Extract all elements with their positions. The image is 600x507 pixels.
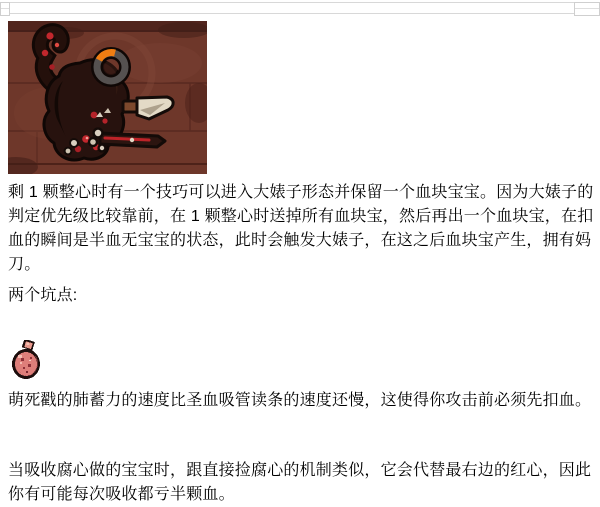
game-screenshot-image [8, 21, 207, 174]
pixel-lung-icon [10, 340, 44, 381]
table-cell-fragment-right [574, 2, 600, 16]
table-border-line [0, 2, 600, 3]
paragraph-pitfall-charge-speed: 萌死戳的肺蓄力的速度比圣血吸管读条的速度还慢，这使得你攻击前必须先扣血。 [8, 392, 592, 409]
table-border-line [0, 13, 600, 14]
pitfalls-heading: 两个坑点: [8, 287, 78, 304]
paragraph-halfheart-trick: 剩 1 颗整心时有一个技巧可以进入大婊子形态并保留一个血块宝宝。因为大婊子的判定优先级比较靠前，在 1 颗整心时送掉所有血块宝，然后再出一个血块宝，在扣血的瞬间是半血无宝宝的状态，此时会触发大婊子，在这之后血块宝产生，拥有妈刀。 [8, 184, 594, 273]
table-cell-fragment-left [0, 2, 10, 16]
paragraph-pitfall-rotten-heart: 当吸收腐心做的宝宝时，跟直接捡腐心的机制类似，它会代替最右边的红心，因此你有可能每次吸收都亏半颗血。 [8, 462, 592, 503]
isaac-dark-form-illustration [8, 21, 207, 174]
monstros-lung-item-icon [10, 340, 44, 381]
